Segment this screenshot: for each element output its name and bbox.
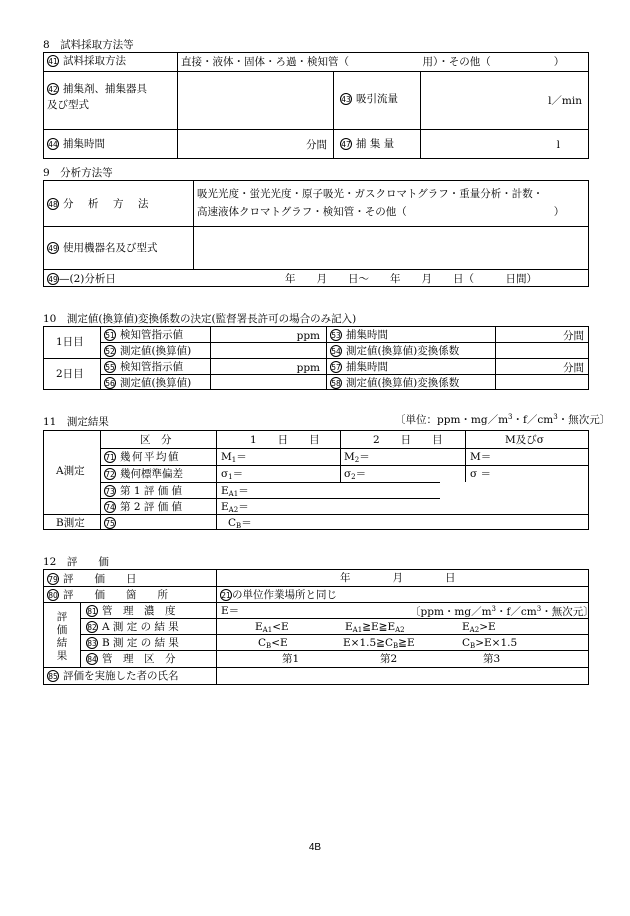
flow-rate-unit[interactable]: l／min [548, 95, 582, 107]
control-concentration-value[interactable]: E＝ [221, 605, 240, 617]
row-85-label: 85 評価を実施した者の氏名 [48, 670, 179, 682]
row-56-label: 56 測定値(換算値) [105, 377, 192, 389]
collection-volume-unit[interactable]: l [556, 139, 560, 151]
row-83-label: 83 B 測 定 の 結 果 [87, 637, 179, 649]
row-53-label: 53 捕集時間 [331, 329, 388, 341]
row-42-label-2: 及び型式 [47, 99, 89, 111]
row-52-label: 52 測定値(換算値) [105, 345, 192, 357]
page-number: 4B [308, 842, 322, 853]
a-result-option-3[interactable]: $E_{A2}>E$ [462, 621, 496, 634]
analysis-method-line-1[interactable]: 吸光光度・蛍光光度・原子吸光・ガスクロマトグラフ・重量分析・計数・ [197, 188, 544, 200]
section-10-heading: 10 測定値(換算値)変換係数の決定(監督署長許可の場合のみ記入) [43, 313, 357, 325]
row-48-label: 48 分 析 方 法 [48, 198, 151, 210]
col-m-sigma: M及びσ [505, 434, 544, 446]
control-class-3[interactable]: 第3 [483, 653, 501, 665]
row-58-label: 58 測定値(換算値)変換係数 [331, 377, 460, 389]
col-kubun: 区 分 [140, 434, 172, 446]
row-51-unit[interactable]: ppm [296, 330, 320, 342]
a-result-option-2[interactable]: $E_{A1}≧E≧E_{A2}$ [345, 621, 405, 634]
row-41-label: 41 試料採取方法 [48, 55, 126, 67]
row-49b-label: 49—(2)分析日 [48, 273, 116, 285]
evaluation-location-value[interactable]: 21の単位作業場所と同じ [221, 589, 337, 601]
row-71-day-2[interactable]: $M_2=$ [344, 451, 370, 464]
collection-time-unit[interactable]: 分間 [306, 139, 327, 151]
row-71-label: 71 幾何平均値 [105, 451, 180, 463]
row-75-label: 75 [105, 519, 115, 528]
instrument-field[interactable] [193, 230, 588, 266]
row-74-value[interactable]: $E_{A2}=$ [221, 501, 249, 514]
control-class-2[interactable]: 第2 [380, 653, 398, 665]
section-9-heading: 9 分析方法等 [43, 167, 113, 179]
row-81-label: 81 管 理 濃 度 [87, 605, 176, 617]
col-day-1: 1 日 目 [250, 434, 320, 446]
col-day-2: 2 日 目 [373, 434, 443, 446]
a-measurement-label: A測定 [56, 465, 85, 477]
row-54-label: 54 測定値(換算値)変換係数 [331, 345, 460, 357]
row-73-value[interactable]: $E_{A1}=$ [221, 485, 249, 498]
analysis-date-value[interactable]: 年 月 日～ 年 月 日（ 日間） [285, 273, 537, 285]
row-42-label: 42 捕集剤、捕集器具 [48, 83, 147, 95]
row-72-day-1[interactable]: $\sigma_1=$ [221, 468, 244, 481]
row-72-label: 72 幾何標準偏差 [105, 468, 183, 480]
evaluation-result-side-label: 評 価 結 果 [56, 611, 68, 662]
row-71-m[interactable]: M＝ [470, 451, 492, 463]
row-82-label: 82 A 測 定 の 結 果 [87, 621, 179, 633]
collector-field[interactable] [177, 76, 333, 126]
b-measurement-label: B測定 [56, 517, 85, 529]
section-12-heading: 12 評 価 [43, 556, 109, 568]
row-51-label: 51 検知管指示値 [105, 329, 183, 341]
row-84-label: 84 管 理 区 分 [87, 653, 176, 665]
row-55-label: 55 検知管指示値 [105, 361, 183, 373]
row-74-label: 74 第 2 評 価 値 [105, 501, 183, 513]
section-8-heading: 8 試料採取方法等 [43, 39, 134, 51]
row-55-unit[interactable]: ppm [296, 362, 320, 374]
day-2-label: 2日目 [56, 368, 84, 380]
row-47-label: 47 捕 集 量 [341, 138, 395, 150]
analysis-method-line-2[interactable]: 高速液体クロマトグラフ・検知管・その他（ ） [197, 206, 565, 218]
row-72-sigma[interactable]: σ ＝ [470, 468, 492, 480]
row-44-label: 44 捕集時間 [48, 138, 105, 150]
b-result-option-3[interactable]: $C_B>E\times 1.5$ [462, 637, 518, 650]
day-1-label: 1日目 [56, 336, 84, 348]
evaluation-date-value[interactable]: 年 月 日 [340, 572, 456, 584]
row-57-label: 57 捕集時間 [331, 361, 388, 373]
control-concentration-unit: 〔ppm・$mg/m^3$・$f/cm^3$・無次元〕 [410, 605, 594, 618]
control-class-1[interactable]: 第1 [282, 653, 300, 665]
row-79-label: 79 評 価 日 [48, 573, 137, 585]
row-80-label: 80 評 価 箇 所 [48, 589, 168, 601]
row-43-label: 43 吸引流量 [341, 93, 398, 105]
section-11-unit: 〔単位：ppm・$mg/m^3$・$f/cm^3$・無次元〕 [395, 413, 611, 426]
sampling-method-value[interactable]: 直接・液体・固体・ろ過・検知管（ 用）・その他（ ） [181, 56, 565, 68]
row-71-day-1[interactable]: $M_1=$ [221, 451, 247, 464]
b-result-option-1[interactable]: $C_B<E$ [258, 637, 288, 650]
row-73-label: 73 第 1 評 価 値 [105, 485, 183, 497]
a-result-option-1[interactable]: $E_{A1}<E$ [255, 621, 289, 634]
evaluator-name-field[interactable] [216, 668, 588, 684]
row-72-day-2[interactable]: $\sigma_2=$ [344, 468, 367, 481]
row-49-label: 49 使用機器名及び型式 [48, 242, 158, 254]
section-11-heading: 11 測定結果 [43, 416, 109, 428]
b-result-option-2[interactable]: $E\times 1.5≧C_B≧E$ [343, 637, 415, 650]
row-75-value[interactable]: $C_B=$ [228, 517, 252, 530]
row-57-unit[interactable]: 分間 [563, 362, 584, 374]
row-53-unit[interactable]: 分間 [563, 330, 584, 342]
